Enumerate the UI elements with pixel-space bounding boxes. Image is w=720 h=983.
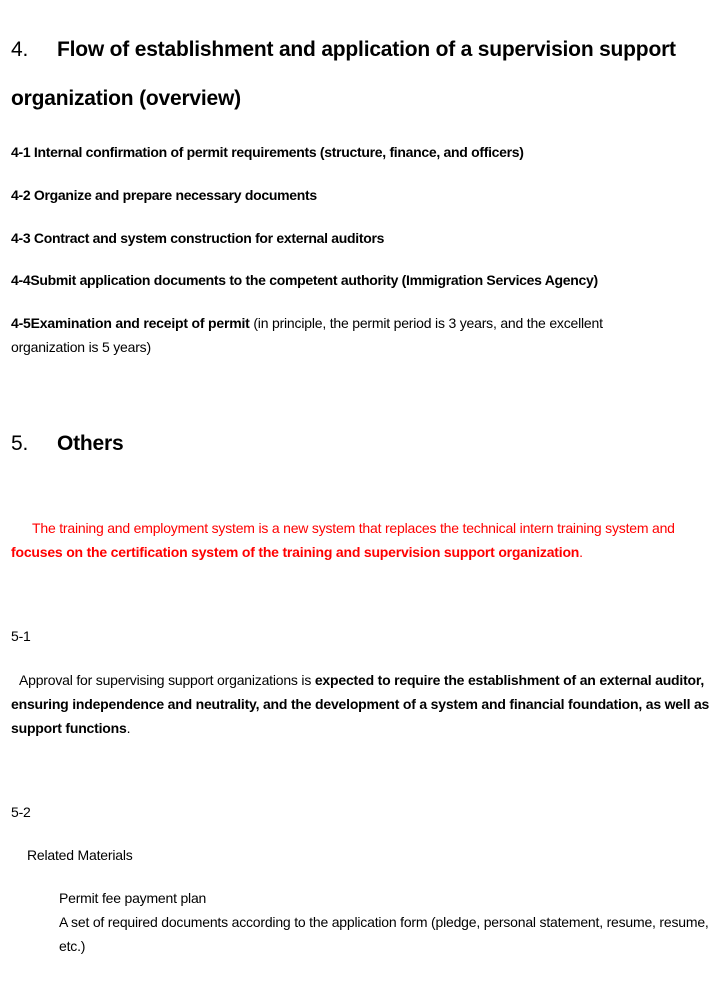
sub-5-1-bold: expected to require the establishment of an external auditor, ensuring independence and neutrality, and the development of a system and financial foundation, as well as support functions [11,672,710,736]
intro-bold-text: focuses on the certification system of the training and supervision support organization [11,544,580,560]
section-5-number: 5. [11,432,29,455]
step-4-4: 4-4Submit application documents to the competent authority (Immigration Services Agency) [11,272,598,288]
section-5-heading [11,432,124,456]
section-4-heading [11,38,676,62]
sub-5-1-plain: Approval for supervising support organizations is [19,672,315,688]
section-5-intro [11,516,701,564]
intro-end: . [579,544,583,560]
section-4-heading-line2 [11,87,241,111]
sub-5-1-label: 5-1 [11,628,31,644]
step-4-3: 4-3 Contract and system construction for external auditors [11,230,385,246]
section-4-title-line2: organization (overview) [11,87,241,110]
intro-plain-text: The training and employment system is a new system that replaces the technical intern training system and [32,520,675,536]
related-material-item: Permit fee payment plan [59,890,207,906]
step-4-2: 4-2 Organize and prepare necessary documents [11,187,317,203]
section-5-title: Others [57,432,124,455]
section-4-title-line1: Flow of establishment and application of a supervision support [57,38,676,61]
related-materials-heading: Related Materials [27,847,133,863]
step-4-5 [11,311,671,359]
step-4-5-note: (in principle, the permit period is 3 years, and the excellent organization is 5 years) [11,315,603,355]
related-material-item: A set of required documents according to the application form (pledge, personal statement, resume, resume, etc.) [59,914,709,954]
sub-5-2-label: 5-2 [11,804,31,820]
section-4-number: 4. [11,38,29,61]
sub-5-1-end: . [126,720,131,736]
sub-5-1-paragraph [11,668,711,740]
step-4-5-label: 4-5Examination and receipt of permit [11,315,250,331]
step-4-1: 4-1 Internal confirmation of permit requirements (structure, finance, and officers) [11,144,524,160]
